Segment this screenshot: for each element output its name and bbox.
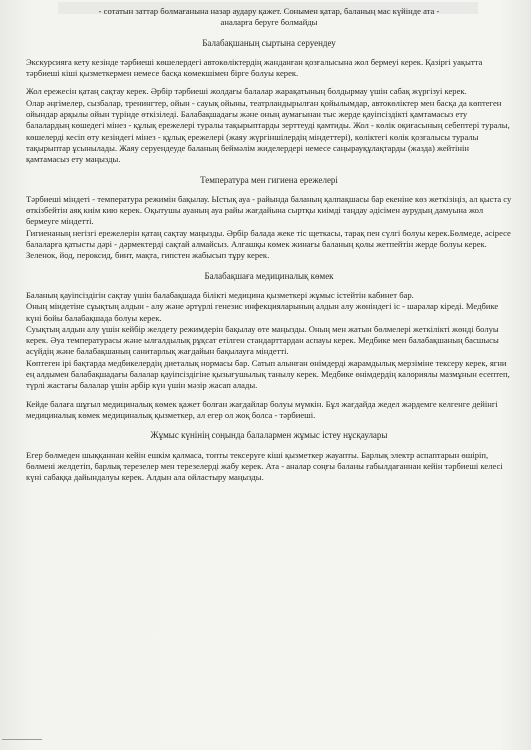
section-title: Жұмыс күнінің соңында балалармен жұмыс істеу нұсқаулары — [150, 430, 388, 441]
section-title: Температура мен гигиена ережелері — [200, 174, 338, 185]
paragraph: Егер бөлмеден шыққаннан кейін ешкім қалмаса, топты тексеруге кіші қызметкер жауапты. Барлық электр аспаптарын өшіріп, бөлмені желдетіп, барлық терезелер мен терезелерді жабу керек. Ата - аналар соңғы баланы ғабылдағаннан кейін тәрбиеші келесі күні сабаққа дайындалуы керек. Алдын ала ойластыру маңызды. — [26, 449, 503, 483]
paragraph: Экскурсияға кету кезінде тәрбиеші көшелердегі автокөліктердің жанданған қозғалысына жол бермеуі керек. Қазіргі уақытта тәрбиеші кіші қызметкермен немесе басқа көмекшімен бірге болуы керек. — [26, 56, 483, 79]
paragraph: Жол ережесін қатаң сақтау керек. Әрбір тәрбиеші жолдағы балалар жарақатының болдырмау үшін сабақ жүргізуі керек. Олар әңгімелер, сызбалар, тренингтер, ойын - сауық ойыны, театрландырылған қойылымдар, автокөліктер мен басқа да көптеген ойындар арқылы ойын түрінде өткізіледі. Балабақшадағы және оның аумағынан тыс жерде қауіпсіздікті қамтамасыз ету балалардың көшедегі мінез - құлық ережелері туралы тақырыптарды зерттеуді қамтиды. Жол - көлік оқиғасының себептері туралы, көшелерді кесіп өту кезіндегі мінез - құлық ережелері (жаяу жүргіншілердің міндеттері), көліктегі көлік қозғалысы туралы тақырыптар ұсынылады. Жаяу серуендеуде баланың беймәлім жиделердері немесе саңырауқұлақтарды (жазда) жейтінін қамтамасыз ету маңызды. — [26, 86, 510, 165]
paragraph: Кейде балаға шұғыл медициналық көмек қажет болған жағдайлар болуы мүмкін. Бұл жағдайда жедел жәрдемге келгенге дейінгі медициналық көмек медициналық қызметкер, ал егер ол жоқ болса - тәрбиеші. — [26, 398, 498, 420]
top-line-2: аналарға беруге болмайды — [220, 17, 318, 28]
paragraph: Баланың қауіпсіздігін сақтау үшін балабақшада білікті медицина қызметкері жұмыс істейтін кабинет бар. Оның міндетіне сұықтың алдын - алу және әртүрлі генезис инфекцияларының алдын алу жөніндегі іс - шаралар кіреді. Медбике күні бойы балабақшада болуы керек. Суықтың алдын алу үшін кейбір желдету режимдерін бақылау өте маңызды. Оның мен жатын бөлмелері жеткілікті жөнді болуы керек. Әуа температурасы және ылғалдылық рұқсат етілген стандарттардан аспауы керек. Медбике мен балабақшаның басшысы асүйдің және балабақшаның санитарлық жағдайын бақылауға міндетті. Көптеген ірі бақтарда медбикелердің диеталық нормасы бар. Сатып алынған өнімдерді жарамдылық мерзіміне тексеру керек, ягни ең алдымен балабақшадағы балалар қауіпсіздігіне қызығушылық танылу керек. Медбике өнімдердің калориялы мазмұнын есептеп, түрлі жастағы балалар үшін әрбір күн үшін мәзір жасап алады. — [26, 289, 510, 391]
section-title: Балабақшаға медициналық көмек — [204, 270, 334, 281]
top-line-1: - сотатын заттар болмағанына назар аудару қажет. Сонымен қатар, баланың мас күйінде ата - — [98, 6, 440, 16]
document-body — [26, 6, 512, 490]
paragraph: Тәрбиеші міндеті - температура режимін бақылау. Ыстық ауа - райында баланың қалпақшасы бар екеніне көз жеткізіңіз, ал қыста су өткізбейтін аяқ киім кию керек. Оқытушы ауаның ауа райы жағдайына сыртқы киімді таңдау әдісімен аурудың дамуына жол бермеуге міндетті. Гигиенаның негізгі ережелерін қатаң сақтау маңызды. Әрбір балада жеке тіс щеткасы, тарақ пен сүлгі болуы керек.Бөлмеде, әсіресе балаларға қатысты дәрі - дәрмектерді сақтай алмайсыз. Алғашқы көмек жинағы баланың қолы жетпейтін жерде болуы керек. Зеленок, йод, пероксид, бинт, мақта, гипстен жабысып тұру керек. — [26, 193, 512, 261]
sections-container — [26, 38, 512, 484]
section-title: Балабақшаның сыртына серуендеу — [202, 37, 336, 48]
binder-mark — [2, 739, 42, 746]
